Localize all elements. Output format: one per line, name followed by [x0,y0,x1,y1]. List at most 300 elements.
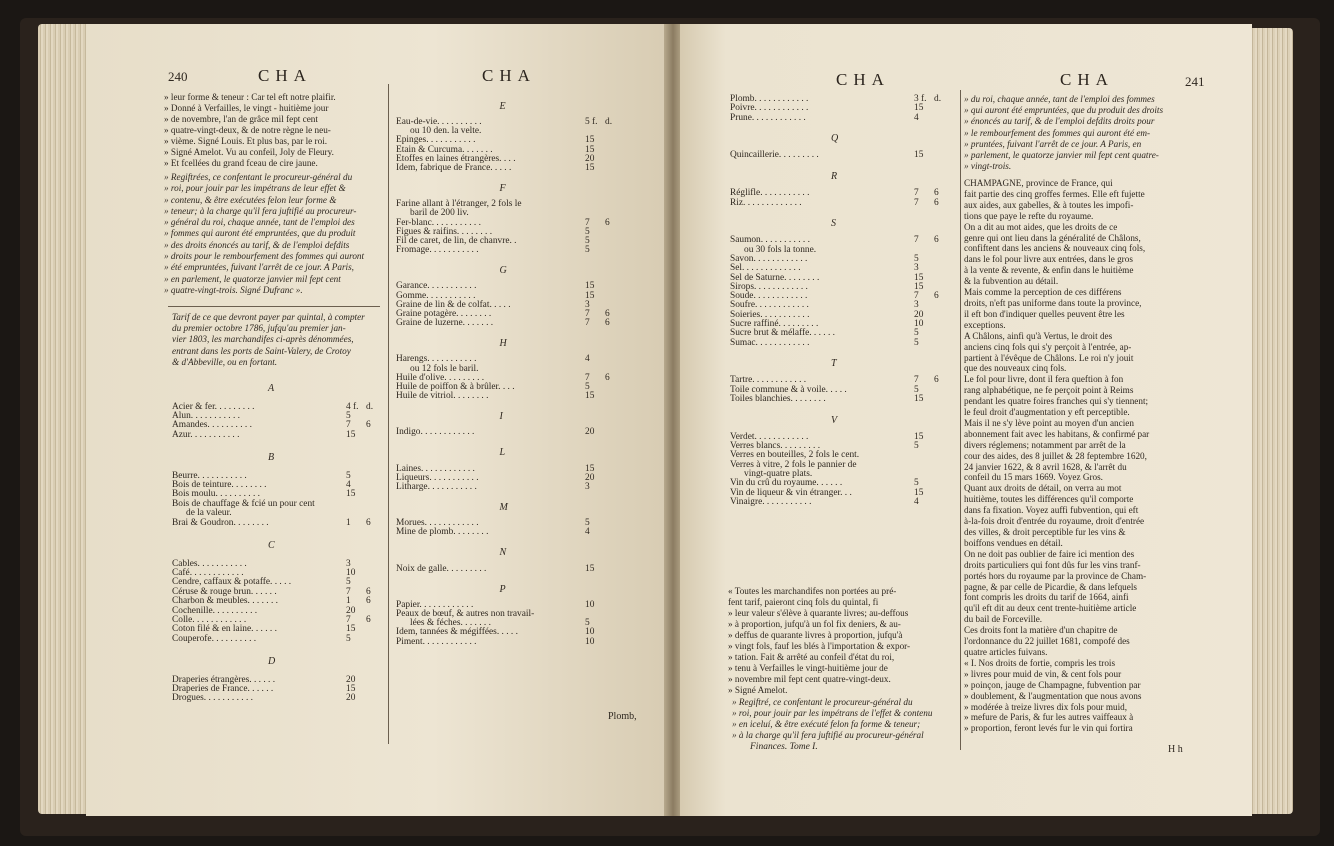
price-sous: 5 [585,226,590,237]
text-line: » à proportion, jufqu'à un fol fix deniers, & au- [728,619,901,629]
price-sous: 1 [346,596,351,607]
item-name: Savon. . . . . . . . . . . . [730,253,808,264]
section-letter: B [268,451,275,463]
text-line: partient à l'évêque de Châlons. Le roi n'y jouit [964,352,1134,363]
price-sous: 7 [346,614,351,625]
price-sous: 15 [585,463,595,474]
text-line: aux aides, aux gabelles, & à toutes les impofi- [964,199,1134,210]
price-sous: 10 [346,567,356,578]
price-sous: 15 [585,163,595,173]
section-letter: I [499,411,503,423]
text-line: » parlement, le quatorze janvier mil fept cent quatre- [964,150,1159,161]
text-line: » vingt-trois. [964,161,1012,172]
price-sous: 5 [585,236,590,246]
text-line: » roi, pour jouir par les impétrans de leur effet & [164,183,346,194]
section-letter: M [499,502,508,513]
price-sous: 7 [914,375,919,386]
item-name: Azur. . . . . . . . . . . [172,429,240,440]
text-line: confeil du 15 mars 1669. Voyez Gros. [964,472,1103,483]
text-line: tions que paye le refte du royaume. [964,210,1094,221]
item-name: lées & féches. . . . . . . [410,618,491,629]
text-line: » leur forme & teneur : Car tel eft notre plaifir. [164,92,336,102]
price-sous: 15 [585,135,595,146]
section-letter: T [831,358,837,370]
section-letter: F [499,183,506,194]
page-number: 240 [168,69,188,84]
item-name: Liqueurs. . . . . . . . . . . [396,472,479,483]
price-sous: 5 [346,410,351,421]
champagne-article [964,178,1149,734]
item-name: Indigo. . . . . . . . . . . . [396,427,475,438]
text-line: A Châlons, ainfi qu'à Vertus, le droit des [964,330,1113,341]
text-line: » quatre-vingt-deux, & de notre règne le neu- [164,125,331,135]
text-line: » Donné à Verfailles, le vingt - huitième jour [164,103,329,113]
signature-mark: H h [1168,744,1183,755]
section-letter: V [831,414,838,426]
item-name: Soieries. . . . . . . . . . . [730,309,810,320]
right-page [680,24,1252,816]
item-name: Tartre. . . . . . . . . . . . [730,375,807,386]
text-line: CHAMPAGNE, province de France, qui [964,178,1113,188]
price-deniers: 6 [605,309,610,319]
text-line: huitième, toutes les différences qu'il comporte [964,494,1134,505]
text-line: font compris les droits du tarif de 1664, ainfi [964,592,1129,603]
registration-note [164,172,364,296]
price-sous: 15 [914,103,924,114]
item-name: Fer-blanc. . . . . . . . . . . [396,217,481,228]
price-deniers: 6 [605,372,610,383]
text-line: » fommes qui auront été empruntées, que du produit [164,228,356,239]
text-line: Tarif de ce que devront payer par quintal, à compter [172,312,365,322]
decree-text [164,92,336,169]
section-letter: C [268,539,275,551]
price-sous: 3 [914,300,919,311]
text-line: On ne doit pas oublier de faire ici mention des [964,548,1135,559]
text-line: » Regiftrées, ce confentant le procureur-général du [164,172,353,182]
item-name: Draperies étrangères. . . . . . [172,674,276,685]
item-name: Verres en bouteilles, 2 fols le cent. [730,450,860,461]
text-line: » de novembre, l'an de grâce mil fept cent [164,114,318,124]
text-line: » été empruntées, fuivant l'arrêt de ce jour. A Paris, [164,262,354,273]
text-line: & d'Abbeville, ou en fortant. [172,356,278,367]
section-letter: Q [831,133,839,145]
item-name: Céruse & rouge brun. . . . . . [172,586,277,597]
left-page [86,24,666,816]
price-deniers: 6 [605,318,610,329]
price-sous: 15 [585,290,595,301]
registration-note [732,697,932,741]
item-name: ou 30 fols la tonne. [744,244,817,255]
price-sous: 20 [585,153,595,164]
text-line: l'ordonnance du 22 juillet 1681, compofé des [964,636,1130,647]
decree-text [728,586,910,696]
price-sous: 7 [346,420,351,431]
item-name: Cendre, caffaux & potaffe. . . . . [172,577,292,588]
price-sous: 15 [914,431,924,442]
item-name: Café. . . . . . . . . . . . [172,567,244,578]
section-letter: L [499,447,506,459]
price-sous: 4 [914,112,919,123]
text-line: » en iceluí, & être exécuté felon fa forme & teneur; [732,719,921,729]
item-name: Cochenille. . . . . . . . . . [172,605,258,616]
price-sous: 7 [585,309,590,319]
page-number: 241 [1185,74,1205,89]
text-line: portés hors du royaume par la province de Cham- [964,570,1147,581]
item-name: Piment. . . . . . . . . . . . [396,636,477,647]
price-sous: 5 [585,618,590,629]
text-line: que des nouveaux cinq fols. [964,363,1067,374]
text-line: il eft bon d'indiquer quelles peuvent être les [964,308,1125,319]
text-line: qu'il eft dit au deux cent trente-huitième article [964,603,1137,614]
price-sous: 4 [585,527,590,538]
tariff-row [730,113,806,123]
text-line: » poinçon, jauge de Champagne, fubvention par [964,679,1141,690]
item-name: Verres à vitre, 2 fols le pannier de [730,459,857,470]
text-line: » livres pour muid de vin, & cent fols pour [964,668,1122,679]
text-line: & la fubvention au détail. [964,276,1059,287]
price-sous: 5 [914,328,919,339]
item-name: Graine de lin & de colfat. . . . . [396,299,511,310]
price-sous: 10 [585,599,595,610]
text-line: Mais il ne s'y lève point au moyen d'un ancien [964,417,1134,428]
item-name: Drogues. . . . . . . . . . . [172,693,253,704]
running-header: CHA [1060,70,1114,89]
section-letter: H [499,338,507,350]
tariff-row [396,482,477,492]
text-line: » novembre mil fept cent quatre-vingt-deux. [728,674,891,684]
tariff-row [396,564,486,574]
text-line: fent tarif, paieront cinq fols du quintal, fi [728,597,879,607]
item-name: Fil de caret, de lin, de chanvre. . [396,236,517,246]
text-line: des villes, & droit perceptible fur les vins & [964,527,1126,537]
price-sous: 1 [346,517,351,528]
item-name: Riz. . . . . . . . . . . . . [730,197,802,208]
price-sous: 15 [346,624,356,635]
price-sous: 5 [914,253,919,264]
text-line: vier 1803, les marchandifes ci-après dénommées, [172,334,354,345]
text-line: » le rembourfement des fommes qui auront été em- [964,127,1151,138]
tariff-row [396,391,488,401]
price-sous: 4 [585,354,590,365]
price-sous: 3 f. [914,94,927,104]
price-sous: 10 [914,319,924,329]
page-edges-right [1245,28,1293,814]
text-line: boiffons vendues en détail. [964,537,1063,548]
item-name: Sel. . . . . . . . . . . . . [730,263,801,274]
text-line: » quatre-vingt-trois. Signé Dufranc ». [164,284,303,295]
text-line: » tenu à Verfailles le vingt-huitième jour de [728,663,888,673]
price-sous: 15 [585,391,595,402]
text-line: à-la-fois droit d'entrée du royaume, droit d'entrée [964,516,1145,527]
text-line: « Toutes les marchandifes non portées au pré- [728,586,897,596]
tariff-row [730,150,819,160]
text-line: » deffus de quarante livres à proportion, jufqu'à [728,630,903,640]
price-deniers: 6 [934,235,939,246]
item-name: Coton filé & en laine. . . . . . [172,624,277,635]
text-line: » contenu, & être exécutées felon leur forme & [164,194,337,205]
price-sous: 10 [585,627,595,638]
item-name: Etoffes en laines étrangères. . . . [396,153,516,164]
price-sous: 5 [585,245,590,256]
price-sous: 15 [914,150,924,161]
price-deniers: d. [605,117,613,127]
item-name: Poivre. . . . . . . . . . . . [730,103,809,114]
text-line: On a dit au mot aides, que les droits de ce [964,221,1118,232]
text-line: Mais comme la perception de ces différens [964,287,1122,298]
price-sous: 5 [585,518,590,529]
text-line: quatre articles fuivans. [964,646,1048,657]
price-deniers: 6 [934,188,939,199]
tariff-row [730,394,826,404]
tariff-row [172,518,269,528]
price-deniers: 6 [366,586,371,597]
item-name: Colle. . . . . . . . . . . . [172,614,247,625]
price-sous: 20 [346,605,356,616]
price-sous: 5 [914,441,919,452]
price-sous: 7 [585,318,590,329]
item-name: Bois moulu. . . . . . . . . . [172,489,261,500]
item-name: Garance. . . . . . . . . . . [396,281,477,292]
price-sous: 7 [914,235,919,246]
item-name: Prune. . . . . . . . . . . . [730,112,806,123]
item-name: Soufre. . . . . . . . . . . . [730,300,809,311]
price-deniers: 6 [605,217,610,228]
price-deniers: 6 [366,420,371,431]
text-line: » teneur; à la charge qu'il fera juftifié au procureur- [164,205,357,216]
item-name: Huile de poiffon & à brûler. . . . [396,382,515,392]
price-sous: 7 [914,197,919,208]
text-line: divers réglemens; notamment par arrêt de la [964,439,1126,450]
text-line: » général du roi, chaque année, tant de l'emploi des [164,217,355,228]
text-line: » doublement, & l'augmentation que nous avons [964,690,1142,701]
text-line: rang alphabétique, ne fe perçoit point à Reims [964,385,1134,396]
item-name: Acier & fer. . . . . . . . . [172,401,255,412]
item-name: Idem, fabrique de France. . . . . [396,163,512,173]
tariff-row [396,318,493,328]
text-line: cour des aides, des 8 juillet & 28 feptembre 1620, [964,450,1147,461]
text-line: » du roi, chaque année, tant de l'emploi des fommes [964,94,1155,104]
item-name: Draperies de France. . . . . . [172,684,274,694]
text-line: à la vente & revente, & enfin dans le huitième [964,265,1134,276]
item-name: Fromage. . . . . . . . . . . [396,245,479,256]
text-line: » des droits énoncés au tarif, & de l'emploi defdits [164,239,350,250]
divider [168,306,380,307]
item-name: Eau-de-vie. . . . . . . . . . [396,117,482,127]
text-line: Ces droits font la matière d'un chapitre de [964,625,1118,636]
section-letter: R [831,171,838,183]
price-sous: 20 [585,427,595,438]
price-sous: 15 [346,684,356,694]
tariff-row [396,637,476,647]
item-name: Noix de galle. . . . . . . . . [396,563,487,574]
item-name: ou 10 den. la velte. [410,126,482,137]
item-name: Couperofe. . . . . . . . . . [172,633,257,644]
price-sous: 7 [914,188,919,199]
catchword: Plomb, [608,711,637,722]
item-name: Sucre brut & mélaffe. . . . . . [730,328,836,339]
price-sous: 3 [585,482,590,492]
item-name: Sirops. . . . . . . . . . . . [730,281,808,292]
item-name: Epinges. . . . . . . . . . . [396,135,476,146]
price-sous: 15 [585,281,595,292]
item-name: Toile commune & à voile. . . . . [730,384,847,395]
text-line: » modérée à treize livres dix fols pour muid, [964,701,1128,712]
price-deniers: 6 [934,197,939,208]
item-name: Idem, tannées & mégiffées. . . . . [396,627,518,638]
running-header: CHA [482,66,536,85]
price-sous: 4 [346,480,351,490]
text-line: du premier octobre 1786, jufqu'au premier jan- [172,323,346,334]
text-line: » Signé Amelot. [728,685,788,695]
price-deniers: 6 [934,375,939,386]
item-name: Harengs. . . . . . . . . . . [396,354,477,365]
price-sous: 5 [585,382,590,392]
item-name: Toiles blanchies. . . . . . . . [730,394,826,404]
text-line: » en parlement, le quatorze janvier mil fept cent [164,273,341,284]
text-line: » vième. Signé Louis. Et plus bas, par le roi. [164,136,328,146]
item-name: Sumac. . . . . . . . . . . . [730,337,810,348]
text-line: dans fa fixation. Voyez auffi fubvention, qui eft [964,505,1139,516]
item-name: Litharge. . . . . . . . . . . [396,482,477,492]
price-sous: 7 [346,586,351,597]
text-line: droits, n'eft pas uniforme dans toute la province, [964,297,1142,308]
price-sous: 20 [585,472,595,483]
text-line: du bail de Forceville. [964,614,1043,625]
item-name: Verres blancs. . . . . . . . . [730,441,821,452]
item-name: Graine de luzerne. . . . . . . [396,318,494,329]
item-name: baril de 200 liv. [410,208,469,219]
price-sous: 5 [346,633,351,644]
price-deniers: 6 [366,517,371,528]
tariff-row [396,245,479,255]
tariff-row [172,430,239,440]
text-line: droits particuliers qui font dûs fur les vins tranf- [964,559,1141,570]
price-sous: 3 [346,558,351,569]
price-sous: 3 [914,263,919,274]
running-header: CHA [258,66,312,85]
price-deniers: d. [934,94,942,104]
item-name: Charbon & meubles. . . . . . . [172,596,278,607]
text-line: genre qui ont lieu dans la généralité de Châlons, [964,232,1141,243]
tariff-row [172,634,256,644]
price-deniers: d. [366,401,374,412]
text-line: dans le fol pour livre aux entrées, dans le gros [964,254,1133,265]
column-rule [960,90,961,750]
text-line: 24 janvier 1622, & 8 avril 1628, & l'arrêt du [964,461,1127,472]
tariff-heading [172,312,365,368]
text-line: » tation. Fait & arrêté au confeil d'état du roi, [728,652,895,662]
text-line: » qui auront été empruntées, que du produit des droits [964,105,1164,116]
price-sous: 7 [585,217,590,228]
price-deniers: 6 [366,596,371,607]
item-name: Graine potagère. . . . . . . . [396,309,492,319]
item-name: Quincaillerie. . . . . . . . . [730,150,819,161]
page-edges-left [38,24,92,814]
section-letter: P [499,583,506,595]
item-name: Huile de vitriol. . . . . . . . [396,391,489,402]
text-line: le feul droit d'augmentation y eft perceptible. [964,407,1130,418]
item-name: de la valeur. [186,508,232,519]
price-deniers: 6 [366,614,371,625]
text-line: » énoncés au tarif, & de l'emploi defdits droits pour [964,116,1155,127]
item-name: Papier. . . . . . . . . . . . [396,599,474,610]
item-name: Réglifle. . . . . . . . . . . [730,188,810,199]
text-line: entrant dans les ports de Saint-Valery, de Crotoy [172,345,351,356]
section-letter: S [831,218,836,230]
text-line: » droits pour le rembourfement des fommes qui auront [164,251,365,262]
price-sous: 15 [914,281,924,292]
text-line: » mefure de Paris, & fur les autres vaiffeaux à [964,712,1134,723]
item-name: ou 12 fols le baril. [410,363,479,374]
price-sous: 4 [914,496,919,507]
item-name: Sel de Saturne. . . . . . . . [730,272,820,283]
price-sous: 5 [346,470,351,481]
item-name: vingt-quatre plats. [744,469,813,479]
text-line: fait partie des cinq groffes fermes. Elle eft fujette [964,188,1145,199]
price-sous: 10 [585,636,595,647]
text-line: confiftent dans les anciens & nouveaux cinq fols, [964,243,1146,254]
text-line: pendant les quatre foires franches qui s'y tiennent; [964,396,1149,407]
signature-mark: Finances. Tome I. [750,742,818,752]
price-sous: 20 [346,693,356,704]
price-sous: 20 [346,674,356,685]
tariff-row [730,198,802,208]
item-name: Saumon. . . . . . . . . . . [730,235,810,246]
text-line: » vingt fols, fauf les blés à l'importation & expor- [728,641,911,651]
section-letter: E [499,100,506,112]
section-letter: G [499,265,507,277]
price-sous: 5 [914,337,919,348]
price-sous: 5 f. [585,117,598,127]
price-sous: 7 [585,372,590,383]
price-sous: 15 [585,144,595,155]
item-name: Plomb. . . . . . . . . . . . [730,94,809,104]
price-sous: 15 [346,429,356,440]
item-name: Vin de liqueur & vin étranger. . . [730,487,852,498]
section-letter: A [268,382,275,394]
price-sous: 5 [914,478,919,489]
text-line: Quant aux droits de détail, on verra au mot [964,483,1122,494]
text-line: » proportion, feront levés fur le vin qui fortira [964,723,1133,734]
tariff-row [396,527,488,537]
item-name: Amandes. . . . . . . . . . [172,420,252,431]
text-line: » Signé Amelot. Vu au confeil, Joly de Fleury. [164,147,334,157]
item-name: Huile d'olive. . . . . . . . . [396,372,485,383]
price-sous: 15 [914,272,924,283]
price-sous: 4 f. [346,401,359,412]
price-sous: 15 [585,563,595,574]
text-line: exceptions. [964,319,1006,330]
item-name: Beurre. . . . . . . . . . . [172,470,247,481]
column-rule [388,84,389,744]
item-name: Sucre raffiné. . . . . . . . . [730,319,819,329]
text-line: » pruntées, fuivant l'arrêt de ce jour. A Paris, en [964,138,1142,149]
item-name: Gomme. . . . . . . . . . . [396,290,476,301]
registration-note [964,94,1163,172]
item-name: Vin du crû du royaume. . . . . . [730,478,843,489]
text-line: » roi, pour jouir par les impétrans de l'effet & contenu [732,708,933,718]
item-name: Figues & raifins. . . . . . . . [396,226,493,237]
item-name: Peaux de bœuf, & autres non travail- [396,609,535,619]
item-name: Cables. . . . . . . . . . . [172,558,247,569]
text-line: « I. Nos droits de fortie, compris les trois [964,657,1116,668]
item-name: Vinaigre. . . . . . . . . . . [730,496,812,507]
text-line: abonnement fait avec les habitans, & confirmé par [964,428,1150,439]
tariff-row [396,163,511,173]
item-name: Morues. . . . . . . . . . . . [396,518,479,529]
text-line: » à la charge qu'il fera juftifié au procureur-général [732,730,924,740]
price-deniers: 6 [934,291,939,302]
